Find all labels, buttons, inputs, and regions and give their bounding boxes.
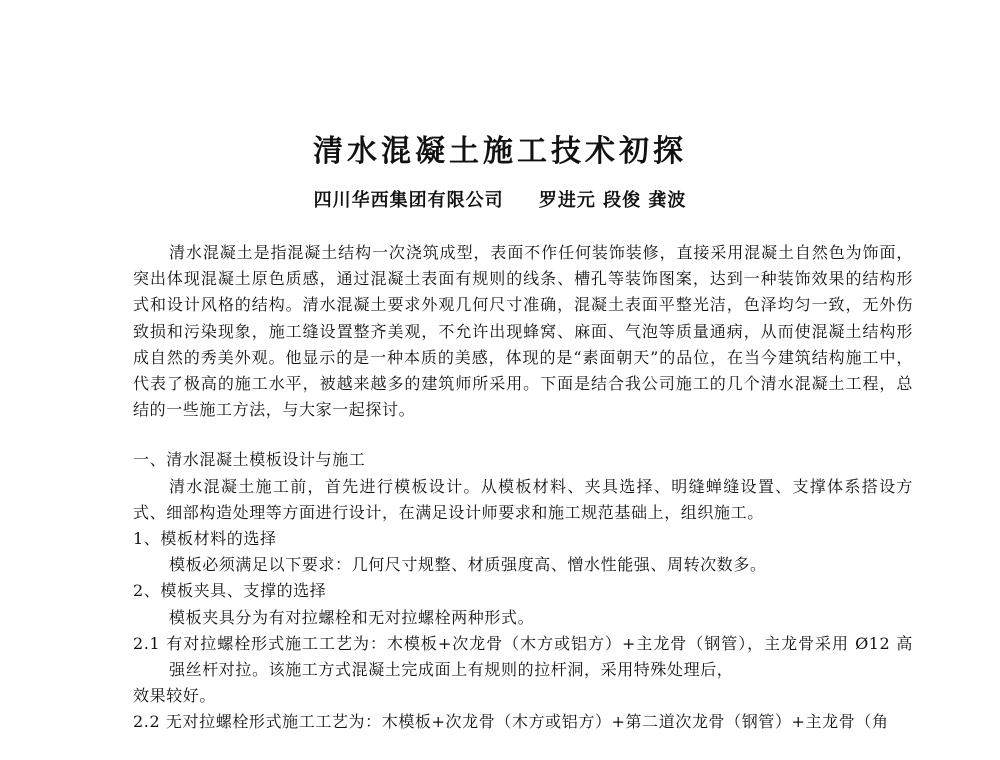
author-line bbox=[0, 186, 1000, 212]
section-1-paragraph: 清水混凝土施工前，首先进行模板设计。从模板材料、夹具选择、明缝蝉缝设置、支撑体系搭设方式、细部构造处理等方面进行设计，在满足设计师要求和施工规范基础上，组织施工。 bbox=[133, 476, 913, 522]
item-2-1-tail: 效果较好。 bbox=[133, 686, 217, 706]
document-title: 清水混凝土施工技术初探 bbox=[313, 134, 687, 169]
author-names: 罗进元 段俊 龚波 bbox=[538, 190, 687, 211]
author-organization: 四川华西集团有限公司 bbox=[313, 190, 504, 211]
article-body bbox=[133, 240, 913, 736]
intro-paragraph: 清水混凝土是指混凝土结构一次浇筑成型，表面不作任何装饰装修，直接采用混凝土自然色为饰面，突出体现混凝土原色质感，通过混凝土表面有规则的线条、槽孔等装饰图案，达到一种装饰效果的结构形式和设计风格的结构。清水混凝土要求外观几何尺寸准确，混凝土表面平整光洁，色泽均匀一致，无外伤致损和污染现象，施工缝设置整齐美观，不允许出现蜂窝、麻面、气泡等质量通病，从而使混凝土结构形成自然的秀美外观。他显示的是一种本质的美感，体现的是“素面朝天”的品位，在当今建筑结构施工中，代表了极高的施工水平，被越来越多的建筑师所采用。下面是结合我公司施工的几个清水混凝土工程，总结的一些施工方法，与大家一起探讨。 bbox=[133, 243, 913, 420]
subsection-1-heading: 1、模板材料的选择 bbox=[133, 529, 277, 549]
item-2-1-paragraph: 2.1 有对拉螺栓形式施工工艺为：木模板+次龙骨（木方或铝方）+主龙骨（钢管），主龙骨采用 Ø12 高强丝杆对拉。该施工方式混凝土完成面上有规则的拉杆洞，采用特殊处理后， bbox=[133, 633, 913, 680]
paragraph-gap bbox=[133, 423, 913, 447]
subsection-1-paragraph: 模板必须满足以下要求：几何尺寸规整、材质强度高、憎水性能强、周转次数多。 bbox=[169, 555, 767, 575]
item-2-2-paragraph: 2.2 无对拉螺栓形式施工工艺为：木模板+次龙骨（木方或铝方）+第二道次龙骨（钢管）+主龙骨（角 bbox=[133, 712, 889, 732]
subsection-2-heading: 2、模板夹具、支撑的选择 bbox=[133, 581, 327, 601]
subsection-2-paragraph: 模板夹具分为有对拉螺栓和无对拉螺栓两种形式。 bbox=[169, 607, 535, 627]
section-1-heading: 一、清水混凝土模板设计与施工 bbox=[133, 450, 366, 470]
